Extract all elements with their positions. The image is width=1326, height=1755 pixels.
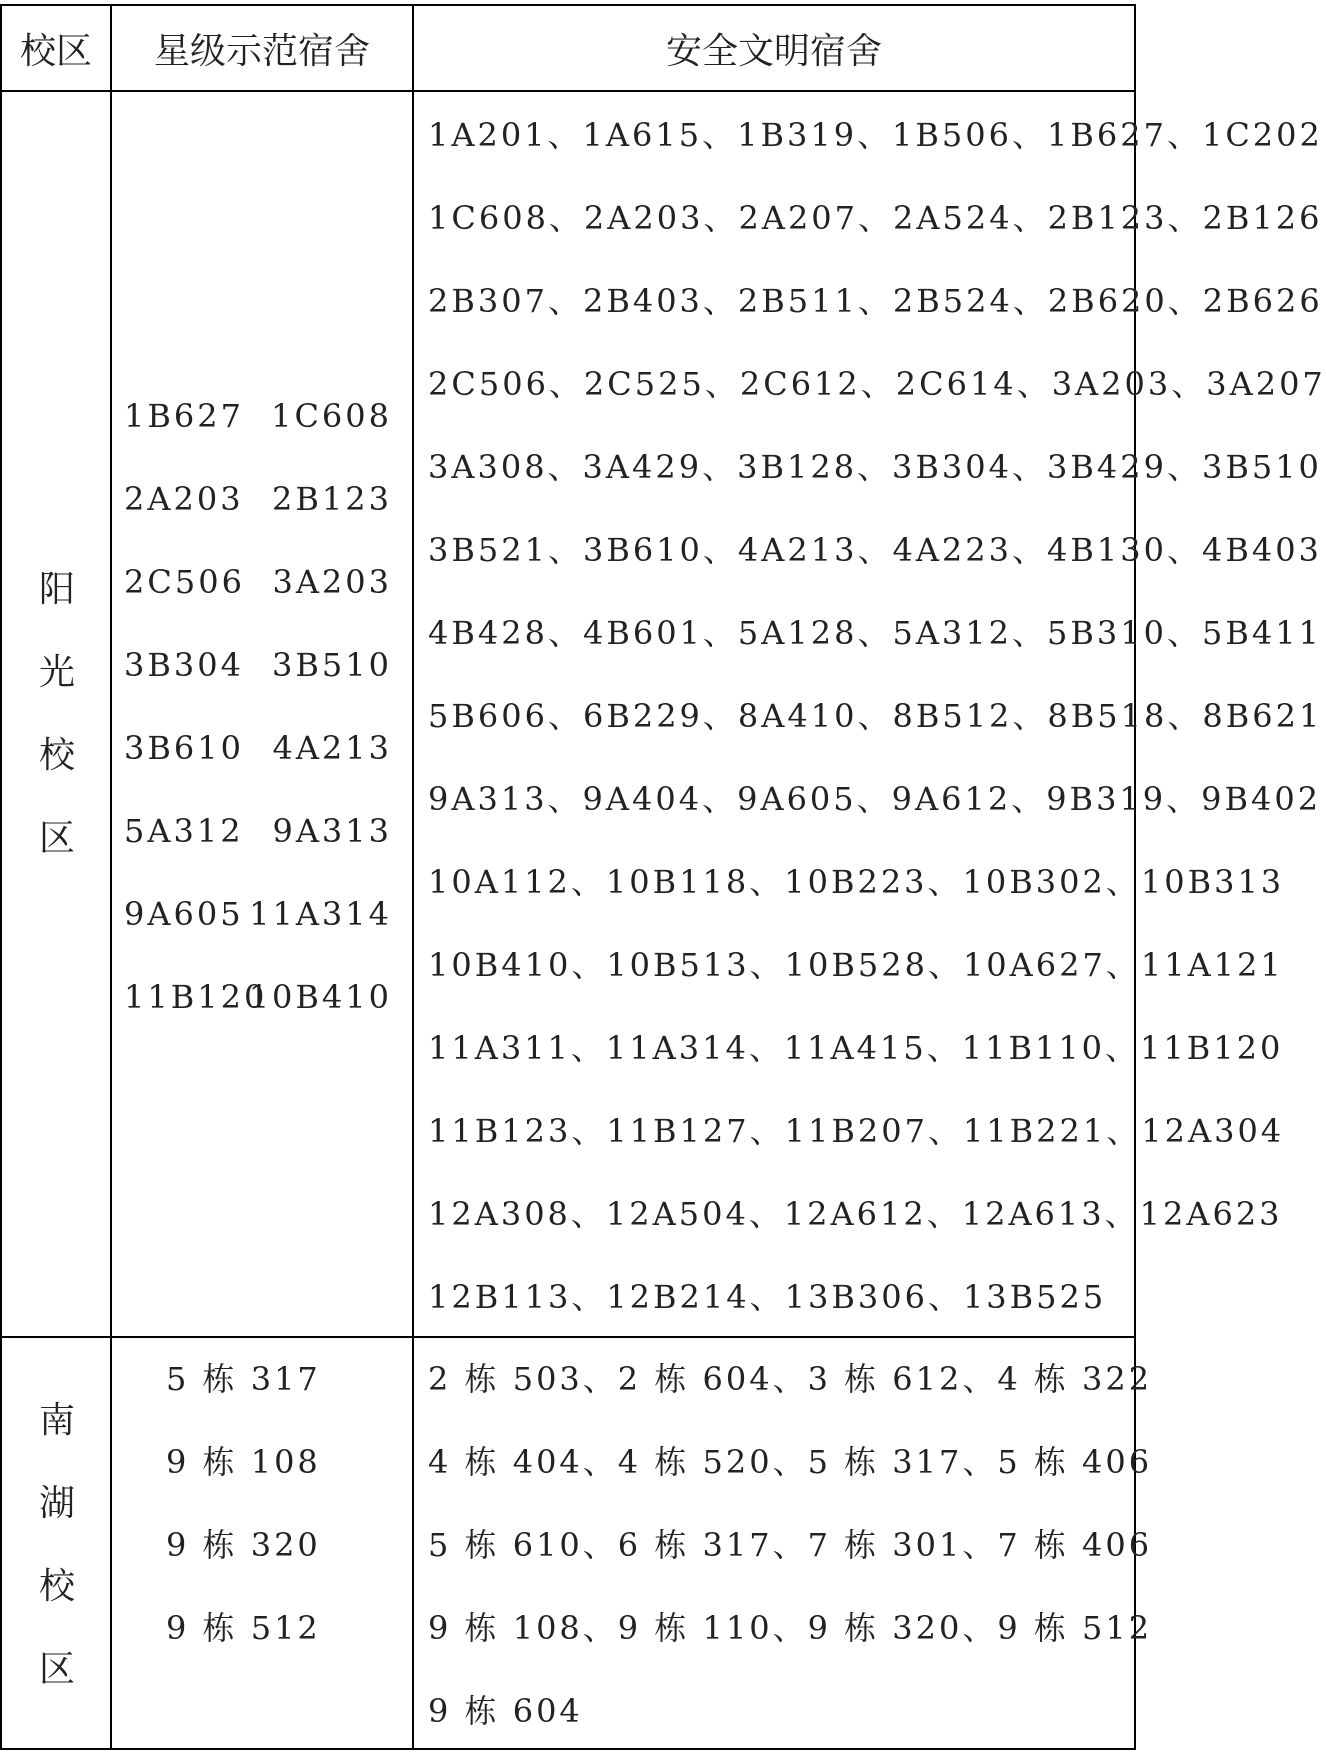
safe-dorm-line: 1C608、2A203、2A207、2A524、2B123、2B126 <box>428 199 1323 237</box>
header-star-dorm: 星级示范宿舍 <box>153 30 370 72</box>
star-dorm-item: 5 栋 317 <box>166 1360 321 1398</box>
star-dorm-item: 3B304 <box>124 646 244 684</box>
safe-dorm-line: 3B521、3B610、4A213、4A223、4B130、4B403 <box>428 531 1322 569</box>
star-dorm-item: 5A312 <box>124 812 244 850</box>
header-divider <box>2 90 1134 92</box>
star-dorm-item: 4A213 <box>272 729 392 767</box>
safe-dorm-line: 9 栋 604 <box>428 1692 583 1730</box>
safe-dorm-line: 9 栋 108、9 栋 110、9 栋 320、9 栋 512 <box>428 1609 1153 1647</box>
star-dorm-item: 2A203 <box>124 480 244 518</box>
star-dorm-item: 1C608 <box>271 397 392 435</box>
star-dorm-item: 3B510 <box>272 646 392 684</box>
safe-dorm-line: 12B113、12B214、13B306、13B525 <box>428 1278 1107 1316</box>
star-dorm-item: 9A605 <box>124 895 244 933</box>
star-dorm-item: 9 栋 320 <box>166 1526 321 1564</box>
campus-char: 校 <box>38 735 75 776</box>
star-dorm-item: 2B123 <box>272 480 392 518</box>
safe-dorm-line: 2 栋 503、2 栋 604、3 栋 612、4 栋 322 <box>428 1360 1153 1398</box>
safe-dorm-line: 3A308、3A429、3B128、3B304、3B429、3B510 <box>428 448 1322 486</box>
campus-char: 校 <box>38 1566 75 1607</box>
campus-char: 湖 <box>38 1483 75 1524</box>
star-dorm-item: 2C506 <box>124 563 245 601</box>
safe-dorm-line: 12A308、12A504、12A612、12A613、12A623 <box>428 1195 1283 1233</box>
star-dorm-item: 9 栋 512 <box>166 1609 321 1647</box>
safe-dorm-line: 9A313、9A404、9A605、9A612、9B319、9B402 <box>428 780 1322 818</box>
campus-char: 区 <box>38 818 75 859</box>
star-dorm-item: 9 栋 108 <box>166 1443 321 1481</box>
campus-char: 光 <box>38 652 75 693</box>
safe-dorm-line: 4 栋 404、4 栋 520、5 栋 317、5 栋 406 <box>428 1443 1153 1481</box>
safe-dorm-line: 11B123、11B127、11B207、11B221、12A304 <box>428 1112 1285 1150</box>
star-dorm-item: 3B610 <box>124 729 244 767</box>
header-campus: 校区 <box>19 30 92 72</box>
campus-yangguang <box>2 92 112 1336</box>
star-dorm-item: 11B120 <box>124 978 268 1016</box>
campus-nanhu <box>2 1338 112 1752</box>
star-dorm-item: 10B410 <box>248 978 392 1016</box>
safe-dorm-line: 11A311、11A314、11A415、11B110、11B120 <box>428 1029 1284 1067</box>
safe-dorm-line: 10A112、10B118、10B223、10B302、10B313 <box>428 863 1285 901</box>
campus-char: 南 <box>38 1400 75 1441</box>
safe-dorm-line: 10B410、10B513、10B528、10A627、11A121 <box>428 946 1284 984</box>
column-divider-2 <box>412 6 414 1748</box>
safe-dorm-line: 2B307、2B403、2B511、2B524、2B620、2B626 <box>428 282 1323 320</box>
star-dorm-item: 3A203 <box>272 563 392 601</box>
safe-dorm-line: 5 栋 610、6 栋 317、7 栋 301、7 栋 406 <box>428 1526 1153 1564</box>
safe-dorm-line: 2C506、2C525、2C612、2C614、3A203、3A207 <box>428 365 1326 403</box>
star-dorm-item: 11A314 <box>249 895 392 933</box>
header-safe-dorm: 安全文明宿舍 <box>665 30 882 72</box>
star-dorm-item: 9A313 <box>272 812 392 850</box>
star-dorm-item: 1B627 <box>124 397 244 435</box>
campus-divider <box>2 1336 1134 1338</box>
safe-dorm-line: 1A201、1A615、1B319、1B506、1B627、1C202 <box>428 116 1323 154</box>
safe-dorm-line: 5B606、6B229、8A410、8B512、8B518、8B621 <box>428 697 1323 735</box>
campus-char: 区 <box>38 1649 75 1690</box>
campus-char: 阳 <box>38 569 75 610</box>
dormitory-table <box>0 4 1326 1750</box>
safe-dorm-line: 4B428、4B601、5A128、5A312、5B310、5B411 <box>428 614 1322 652</box>
